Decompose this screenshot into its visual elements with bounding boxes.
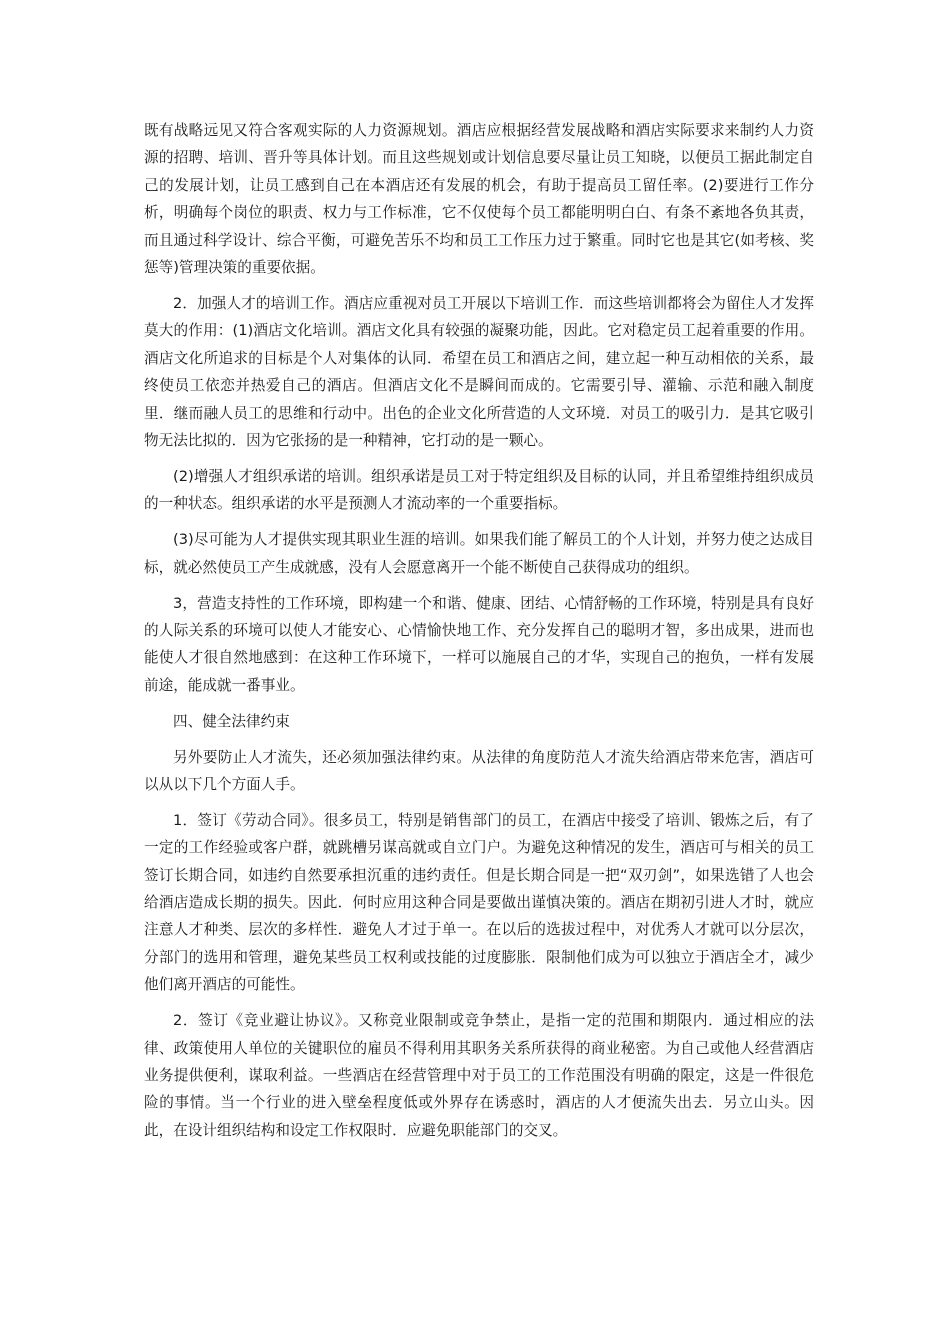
paragraph-non-compete: 2．签订《竞业避让协议》。又称竞业限制或竞争禁止，是指一定的范围和期限内．通过相应的法律、政策使用人单位的关键职位的雇员不得利用其职务关系所获得的商业秘密。为自己或他人经营酒店业务提供便利，谋取利益。一些酒店在经营管理中对于员工的工作范围没有明确的限定，这是一件很危险的事情。当一个行业的进入壁垒程度低或外界存在诱惑时，酒店的人才便流失出去．另立山头。因此，在设计组织结构和设定工作权限时．应避免职能部门的交叉。 — [144, 1012, 814, 1139]
paragraph-career-training: (3)尽可能为人才提供实现其职业生涯的培训。如果我们能了解员工的个人计划，并努力使之达成目标，就必然使员工产生成就感，没有人会愿意离开一个能不断使自己获得成功的组织。 — [144, 531, 814, 576]
paragraph-commitment-training: (2)增强人才组织承诺的培训。组织承诺是员工对于特定组织及目标的认同，并且希望维持组织成员的一种状态。组织承诺的水平是预测人才流动率的一个重要指标。 — [144, 467, 814, 513]
paragraph-work-environment: 3，营造支持性的工作环境，即构建一个和谐、健康、团结、心情舒畅的工作环境，特别是具有良好的人际关系的环境可以使人才能安心、心情愉快地工作、充分发挥自己的聪明才智，多出成果，进而也能使人才很自然地感到：在这种工作环境下，一样可以施展自己的才华，实现自己的抱负，一样有发展前途，能成就一番事业。 — [144, 594, 814, 694]
paragraph-labor-contract: 1．签订《劳动合同》。很多员工，特别是销售部门的员工，在酒店中接受了培训、锻炼之后，有了一定的工作经验或客户群，就跳槽另谋高就或自立门户。为避免这种情况的发生，酒店可与相关的员工签订长期合同，如违约自然要承担沉重的违约责任。但是长期合同是一把“双刃剑”，如果选错了人也会给酒店造成长期的损失。因此．何时应用这种合同是要做出谨慎决策的。酒店在期初引进人才时，就应注意人才种类、层次的多样性．避免人才过于单一。在以后的选拔过程中，对优秀人才就可以分层次，分部门的选用和管理，避免某些员工权利或技能的过度膨胀．限制他们成为可以独立于酒店全才，减少他们离开酒店的可能性。 — [144, 811, 814, 994]
section-heading-legal: 四、健全法律约束 — [173, 712, 290, 730]
paragraph-training: 2．加强人才的培训工作。酒店应重视对员工开展以下培训工作．而这些培训都将会为留住人才发挥莫大的作用：(1)酒店文化培训。酒店文化具有较强的凝聚功能，因此。它对稳定员工起着重要的作用。酒店文化所追求的目标是个人对集体的认同．希望在员工和酒店之间，建立起一种互动相依的关系，最终使员工依恋并热爱自己的酒店。但酒店文化不是瞬间而成的。它需要引导、灌输、示范和融入制度里．继而融人员工的思维和行动中。出色的企业文化所营造的人文环境．对员工的吸引力．是其它吸引物无法比拟的．因为它张扬的是一种精神，它打动的是一颗心。 — [144, 294, 814, 449]
document-body — [144, 117, 814, 1153]
paragraph-legal-intro: 另外要防止人才流失，还必须加强法律约束。从法律的角度防范人才流失给酒店带来危害，酒店可以从以下几个方面人手。 — [144, 748, 814, 793]
paragraph-hr-planning: 既有战略远见又符合客观实际的人力资源规划。酒店应根据经营发展战略和酒店实际要求来制约人力资源的招聘、培训、晋升等具体计划。而且这些规划或计划信息要尽量让员工知晓，以便员工据此制定自己的发展计划，让员工感到自己在本酒店还有发展的机会，有助于提高员工留任率。(2)要进行工作分析，明确每个岗位的职责、权力与工作标准，它不仅使每个员工都能明明白白、有条不紊地各负其责，而且通过科学设计、综合平衡，可避免苦乐不均和员工工作压力过于繁重。同时它也是其它(如考核、奖惩等)管理决策的重要依据。 — [144, 122, 814, 277]
